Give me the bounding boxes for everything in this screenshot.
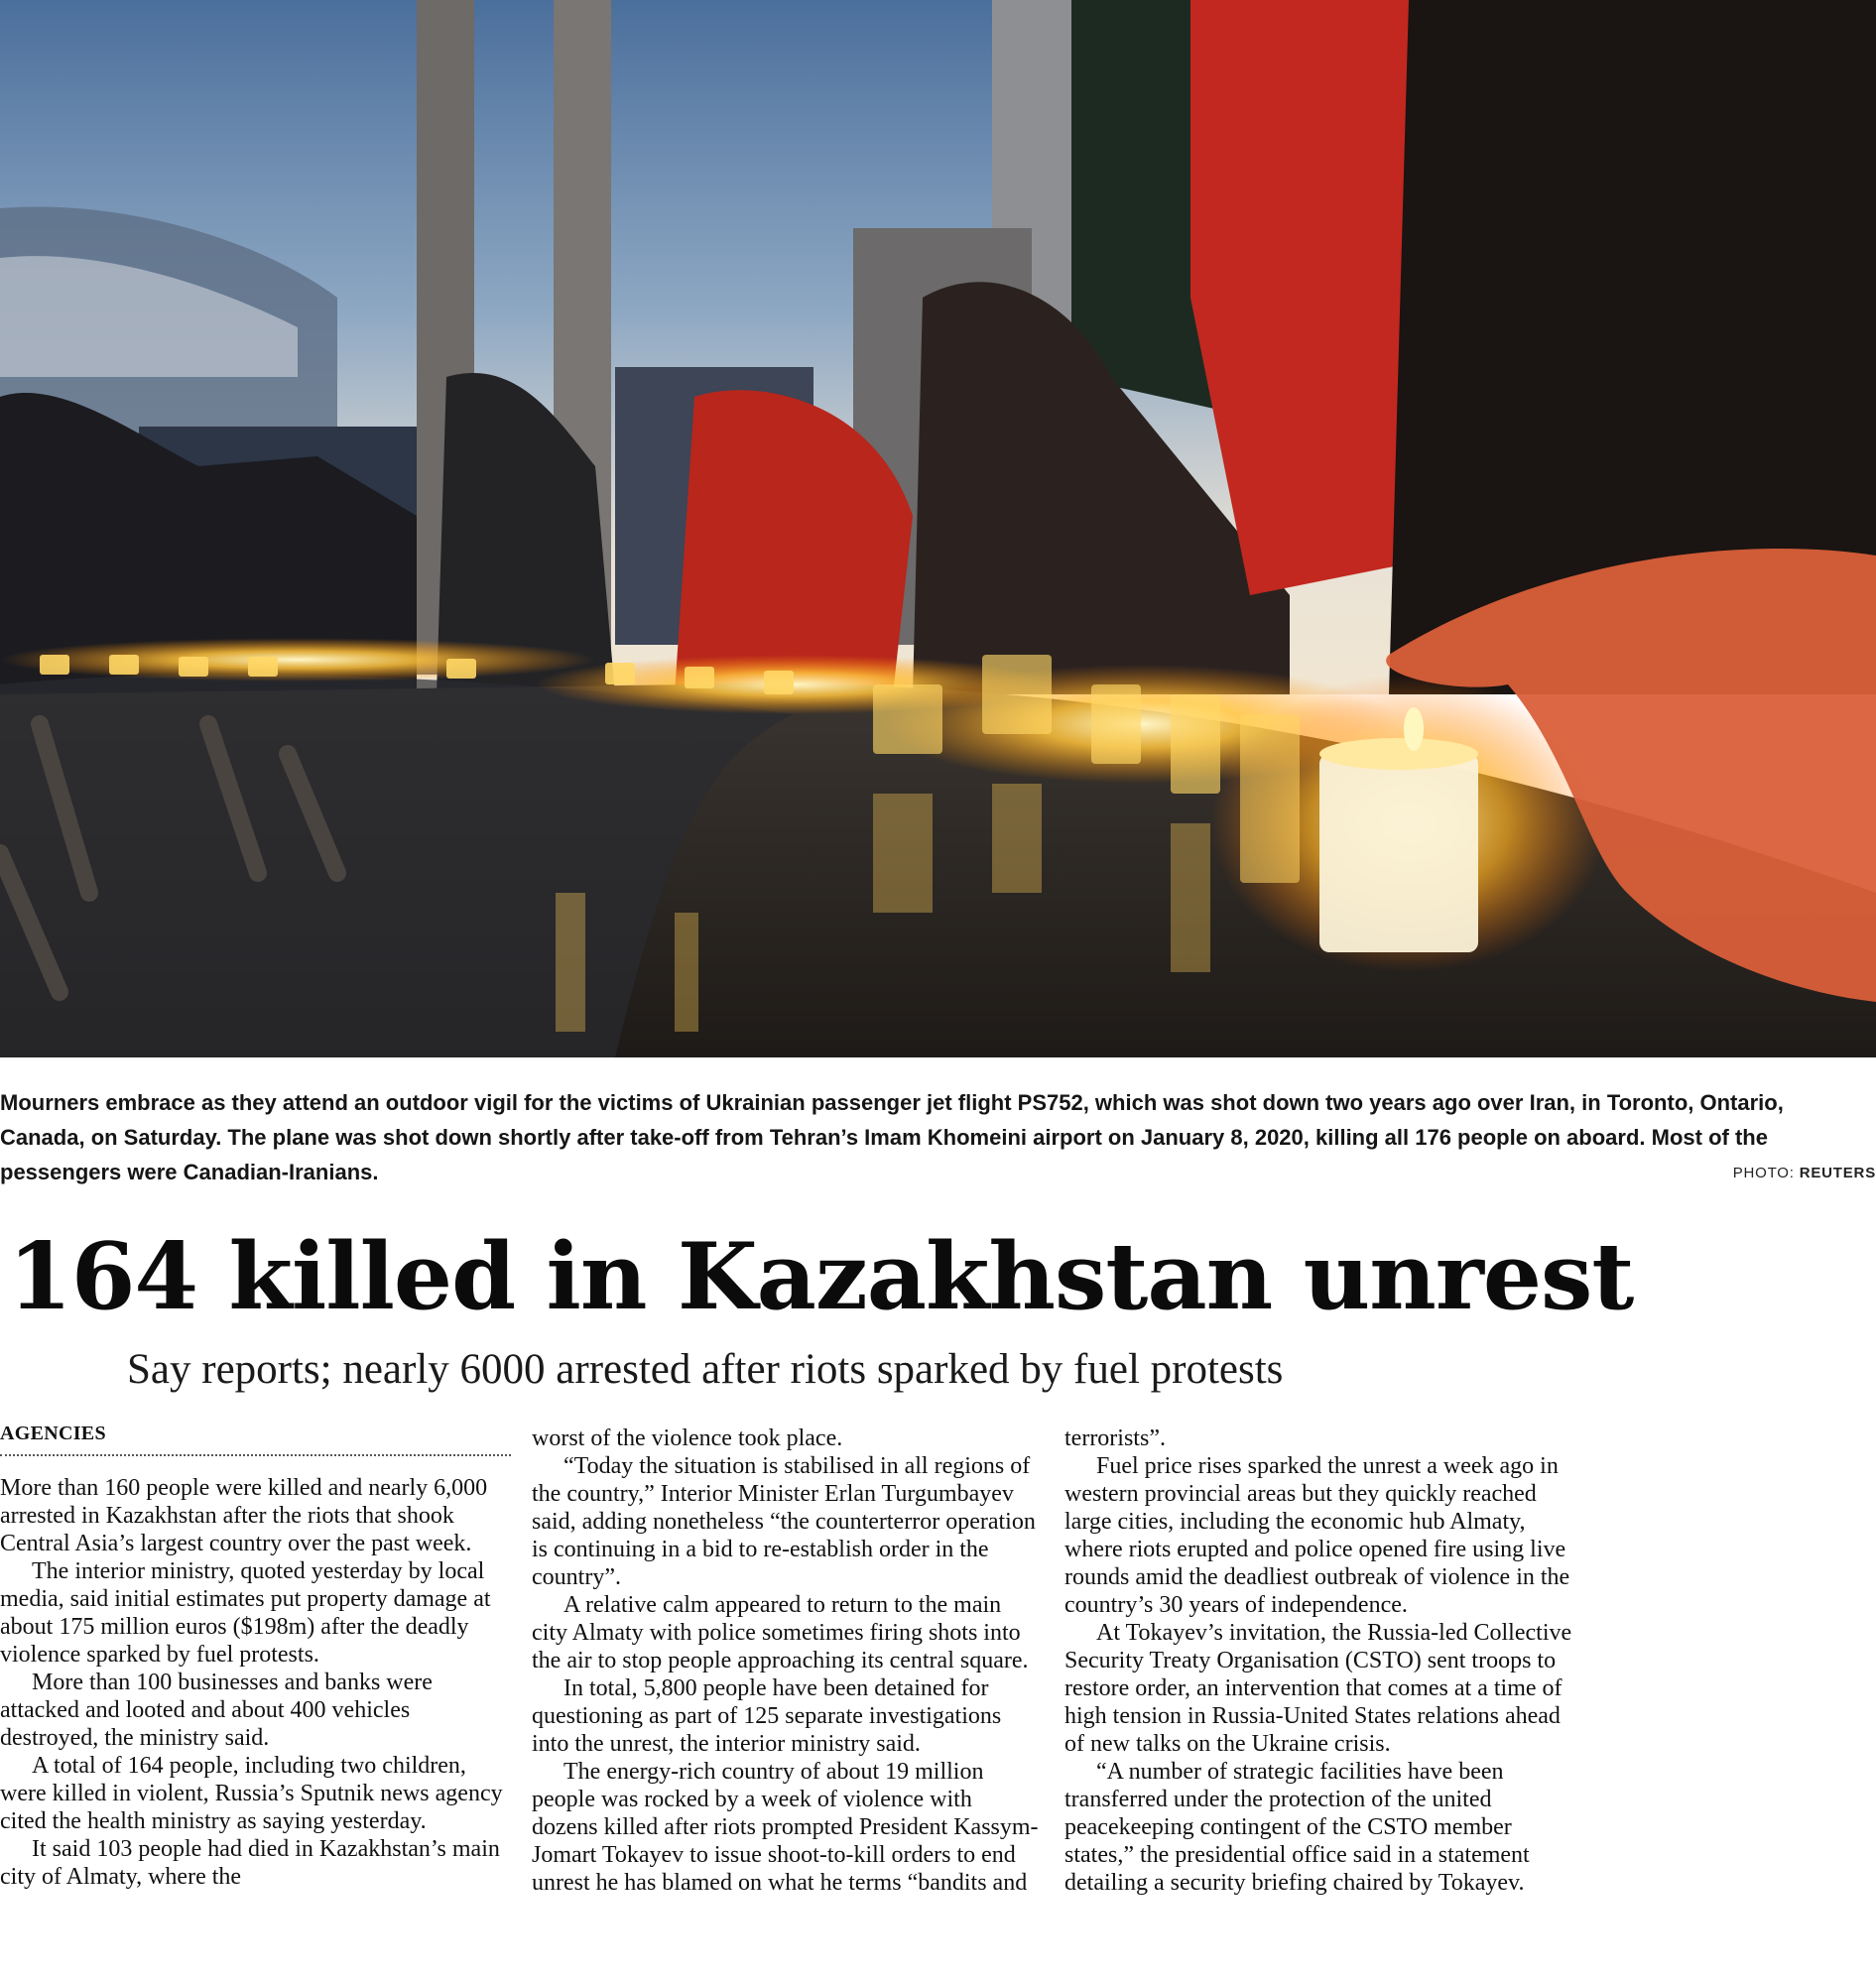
paragraph: terrorists”. bbox=[1064, 1425, 1166, 1451]
paragraph: Fuel price rises sparked the unrest a week ago in western provincial areas but they quickly reached large cities, including the economic hub Almaty, where riots erupted and police opened fire using live rounds amid the deadliest outbreak of violence in the country’s 30 years of independence. bbox=[1064, 1453, 1570, 1618]
article-subhead: Say reports; nearly 6000 arrested after riots sparked by fuel protests bbox=[127, 1346, 1284, 1393]
article-headline: 164 killed in Kazakhstan unrest bbox=[8, 1222, 1634, 1330]
article-column-2 bbox=[532, 1425, 1040, 1897]
paragraph: The energy-rich country of about 19 million people was rocked by a week of violence with dozens killed after riots prompted President Kassym-Jomart Tokayev to issue shoot-to-kill orders to end unrest he has blamed on what he terms “bandits and bbox=[532, 1759, 1039, 1896]
paragraph: The interior ministry, quoted yesterday by local media, said initial estimates put property damage at about 175 million euros ($198m) after the deadly violence sparked by fuel protests. bbox=[0, 1558, 491, 1668]
paragraph: More than 160 people were killed and nearly 6,000 arrested in Kazakhstan after the riots that shook Central Asia’s largest country over the past week. bbox=[0, 1475, 488, 1556]
article-byline: AGENCIES bbox=[0, 1421, 511, 1456]
paragraph: At Tokayev’s invitation, the Russia-led Collective Security Treaty Organisation (CSTO) sent troops to restore order, an intervention that comes at a time of high tension in Russia-United States relations ahead of new talks on the Ukraine crisis. bbox=[1064, 1620, 1572, 1757]
paragraph: A total of 164 people, including two children, were killed in violent, Russia’s Sputnik news agency cited the health ministry as saying yesterday. bbox=[0, 1753, 503, 1834]
paragraph: In total, 5,800 people have been detained for questioning as part of 125 separate investigations into the unrest, the interior ministry said. bbox=[532, 1675, 1002, 1757]
photo-credit-source: REUTERS bbox=[1799, 1165, 1876, 1181]
photo-credit-label: PHOTO: bbox=[1732, 1165, 1795, 1181]
paragraph: “A number of strategic facilities have been transferred under the protection of the united peacekeeping contingent of the CSTO member states,” the presidential office said in a statement detailing a security briefing chaired by Tokayev. bbox=[1064, 1759, 1530, 1896]
photo-credit bbox=[1733, 1165, 1876, 1181]
paragraph: “Today the situation is stabilised in all regions of the country,” Interior Minister Erlan Turgumbayev said, adding nonetheless “the counterterror operation is continuing in a bid to re-establish order in the country”. bbox=[532, 1453, 1036, 1590]
paragraph: More than 100 businesses and banks were attacked and looted and about 400 vehicles destroyed, the ministry said. bbox=[0, 1670, 433, 1751]
photo-caption: Mourners embrace as they attend an outdoor vigil for the victims of Ukrainian passenger jet flight PS752, which was shot down two years ago over Iran, in Toronto, Ontario, Canada, on Saturday. The plane was shot down shortly after take-off from Tehran’s Imam Khomeini airport on January 8, 2020, killing all 176 people on aboard. Most of the pessengers were Canadian-Iranians. bbox=[0, 1090, 1784, 1184]
paragraph: It said 103 people had died in Kazakhstan’s main city of Almaty, where the bbox=[0, 1836, 500, 1890]
paragraph: A relative calm appeared to return to the main city Almaty with police sometimes firing shots into the air to stop people approaching its central square. bbox=[532, 1592, 1029, 1673]
article-column-1 bbox=[0, 1421, 511, 1891]
article-column-3 bbox=[1064, 1425, 1572, 1897]
paragraph: worst of the violence took place. bbox=[532, 1425, 843, 1451]
